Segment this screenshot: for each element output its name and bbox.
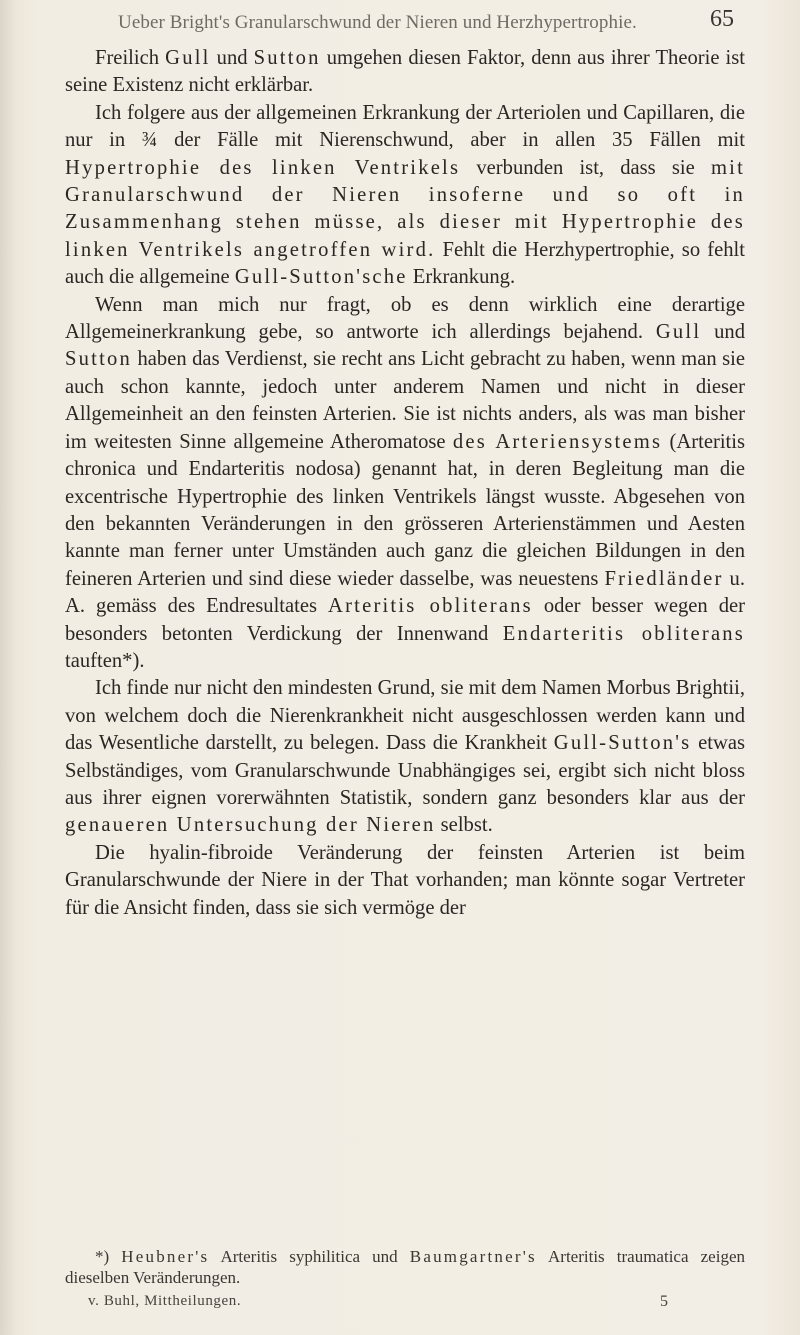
signature-line: v. Buhl, Mittheilungen. <box>88 1293 242 1309</box>
footnote-block <box>65 1246 745 1288</box>
page-edge-shadow <box>0 0 16 1335</box>
spaced-emphasis: Gull-Sutton's <box>553 732 692 755</box>
paragraph: Die hyalin-fibroide Veränderung der feinsten Arterien ist beim Granularschwunde der Niere in der That vorhanden; man könnte sogar Vertreter für die Ansicht finden, dass sie sich vermöge der <box>65 841 745 919</box>
page-footer <box>88 1293 668 1315</box>
spaced-emphasis: Heubner's <box>121 1247 210 1266</box>
spaced-emphasis: Gull <box>655 321 702 344</box>
spaced-emphasis: genaueren Untersuchung der Nieren <box>65 814 436 837</box>
paragraph: Ich finde nur nicht den mindesten Grund, sie mit dem Namen Morbus Brightii, von welchem doch die Nierenkrankheit nicht ausgeschlossen werden kann und das Wesentliche darstellt, zu belegen. Dass die Krankheit Gull-Sutton's etwas Selbständiges, vom Granularschwunde Unabhängiges sei, ergibt sich nicht bloss aus ihrer eignen vorerwähnten Statistik, sondern ganz besonders klar aus der genaueren Untersuchung der Nieren selbst. <box>65 677 745 837</box>
spaced-emphasis: Gull <box>165 47 211 69</box>
page-number: 65 <box>710 6 734 32</box>
spaced-emphasis: Sutton <box>65 348 132 371</box>
running-head: Ueber Bright's Granularschwund der Nieren und Herzhypertrophie. <box>118 12 637 33</box>
spaced-emphasis: Baumgartner's <box>409 1247 537 1266</box>
paragraph: Freilich Gull und Sutton umgehen diesen Faktor, denn aus ihrer Theorie ist seine Existenz nicht erklärbar. <box>65 47 746 97</box>
paragraph: Ich folgere aus der allgemeinen Erkrankung der Arteriolen und Capillaren, die nur in ¾ der Fälle mit Nierenschwund, aber in allen 35 Fällen mit Hypertrophie des linken Ventrikels verbunden ist, dass sie mit Granularschwund der Nieren insoferne und so oft in Zusammenhang stehen müsse, als dieser mit Hypertrophie des linken Ventrikels angetroffen wird. Fehlt die Herzhypertrophie, so fehlt auch die allgemeine Gull-Sutton'sche Erkrankung. <box>65 101 745 289</box>
paragraph: Wenn man mich nur fragt, ob es denn wirklich eine derartige Allgemeinerkrankung gebe, so antworte ich allerdings bejahend. Gull und Sutton haben das Verdienst, sie recht ans Licht gebracht zu haben, wenn man sie auch schon kannte, jedoch unter anderem Namen und nicht in dieser Allgemeinheit an den feinsten Arterien. Sie ist nichts anders, als was man bisher im weitesten Sinne allgemeine Atheromatose des Arteriensystems (Arteritis chronica und Endarteritis nodosa) genannt hat, in deren Begleitung man die excentrische Hypertrophie des linken Ventrikels längst wusste. Abgesehen von den bekannten Veränderungen in den grösseren Arterienstämmen und Aesten kannte man ferner unter Umständen auch ganz die gleichen Bildungen in den feineren Arterien und sind diese wieder dasselbe, was neuestens Friedländer u. A. gemäss des Endresultates Arteritis obliterans oder besser wegen der besonders betonten Verdickung der Innenwand Endarteritis obliterans tauften*). <box>65 293 746 672</box>
spaced-emphasis: Friedländer <box>604 567 724 590</box>
page-header <box>118 6 734 42</box>
footnote: *) Heubner's Arteritis syphilitica und Baumgartner's Arteritis traumatica zeigen dieselben Veränderungen. <box>65 1247 745 1287</box>
spaced-emphasis: Arteritis obliterans <box>328 595 533 618</box>
main-text <box>65 45 745 922</box>
spaced-emphasis: Gull-Sutton'sche <box>234 266 408 289</box>
spaced-emphasis: Sutton <box>253 47 321 69</box>
spaced-emphasis: Hypertrophie des linken Ventrikels <box>65 156 461 179</box>
signature-number: 5 <box>660 1293 668 1310</box>
spaced-emphasis: Endarteritis obliterans <box>502 622 745 645</box>
spaced-emphasis: des Arteriensystems <box>452 430 663 453</box>
spaced-emphasis: mit Granularschwund der Nieren insoferne und so oft in Zusammenhang stehen müsse, als dieser mit Hypertrophie des linken Ventrikels angetroffen wird. <box>65 156 745 261</box>
